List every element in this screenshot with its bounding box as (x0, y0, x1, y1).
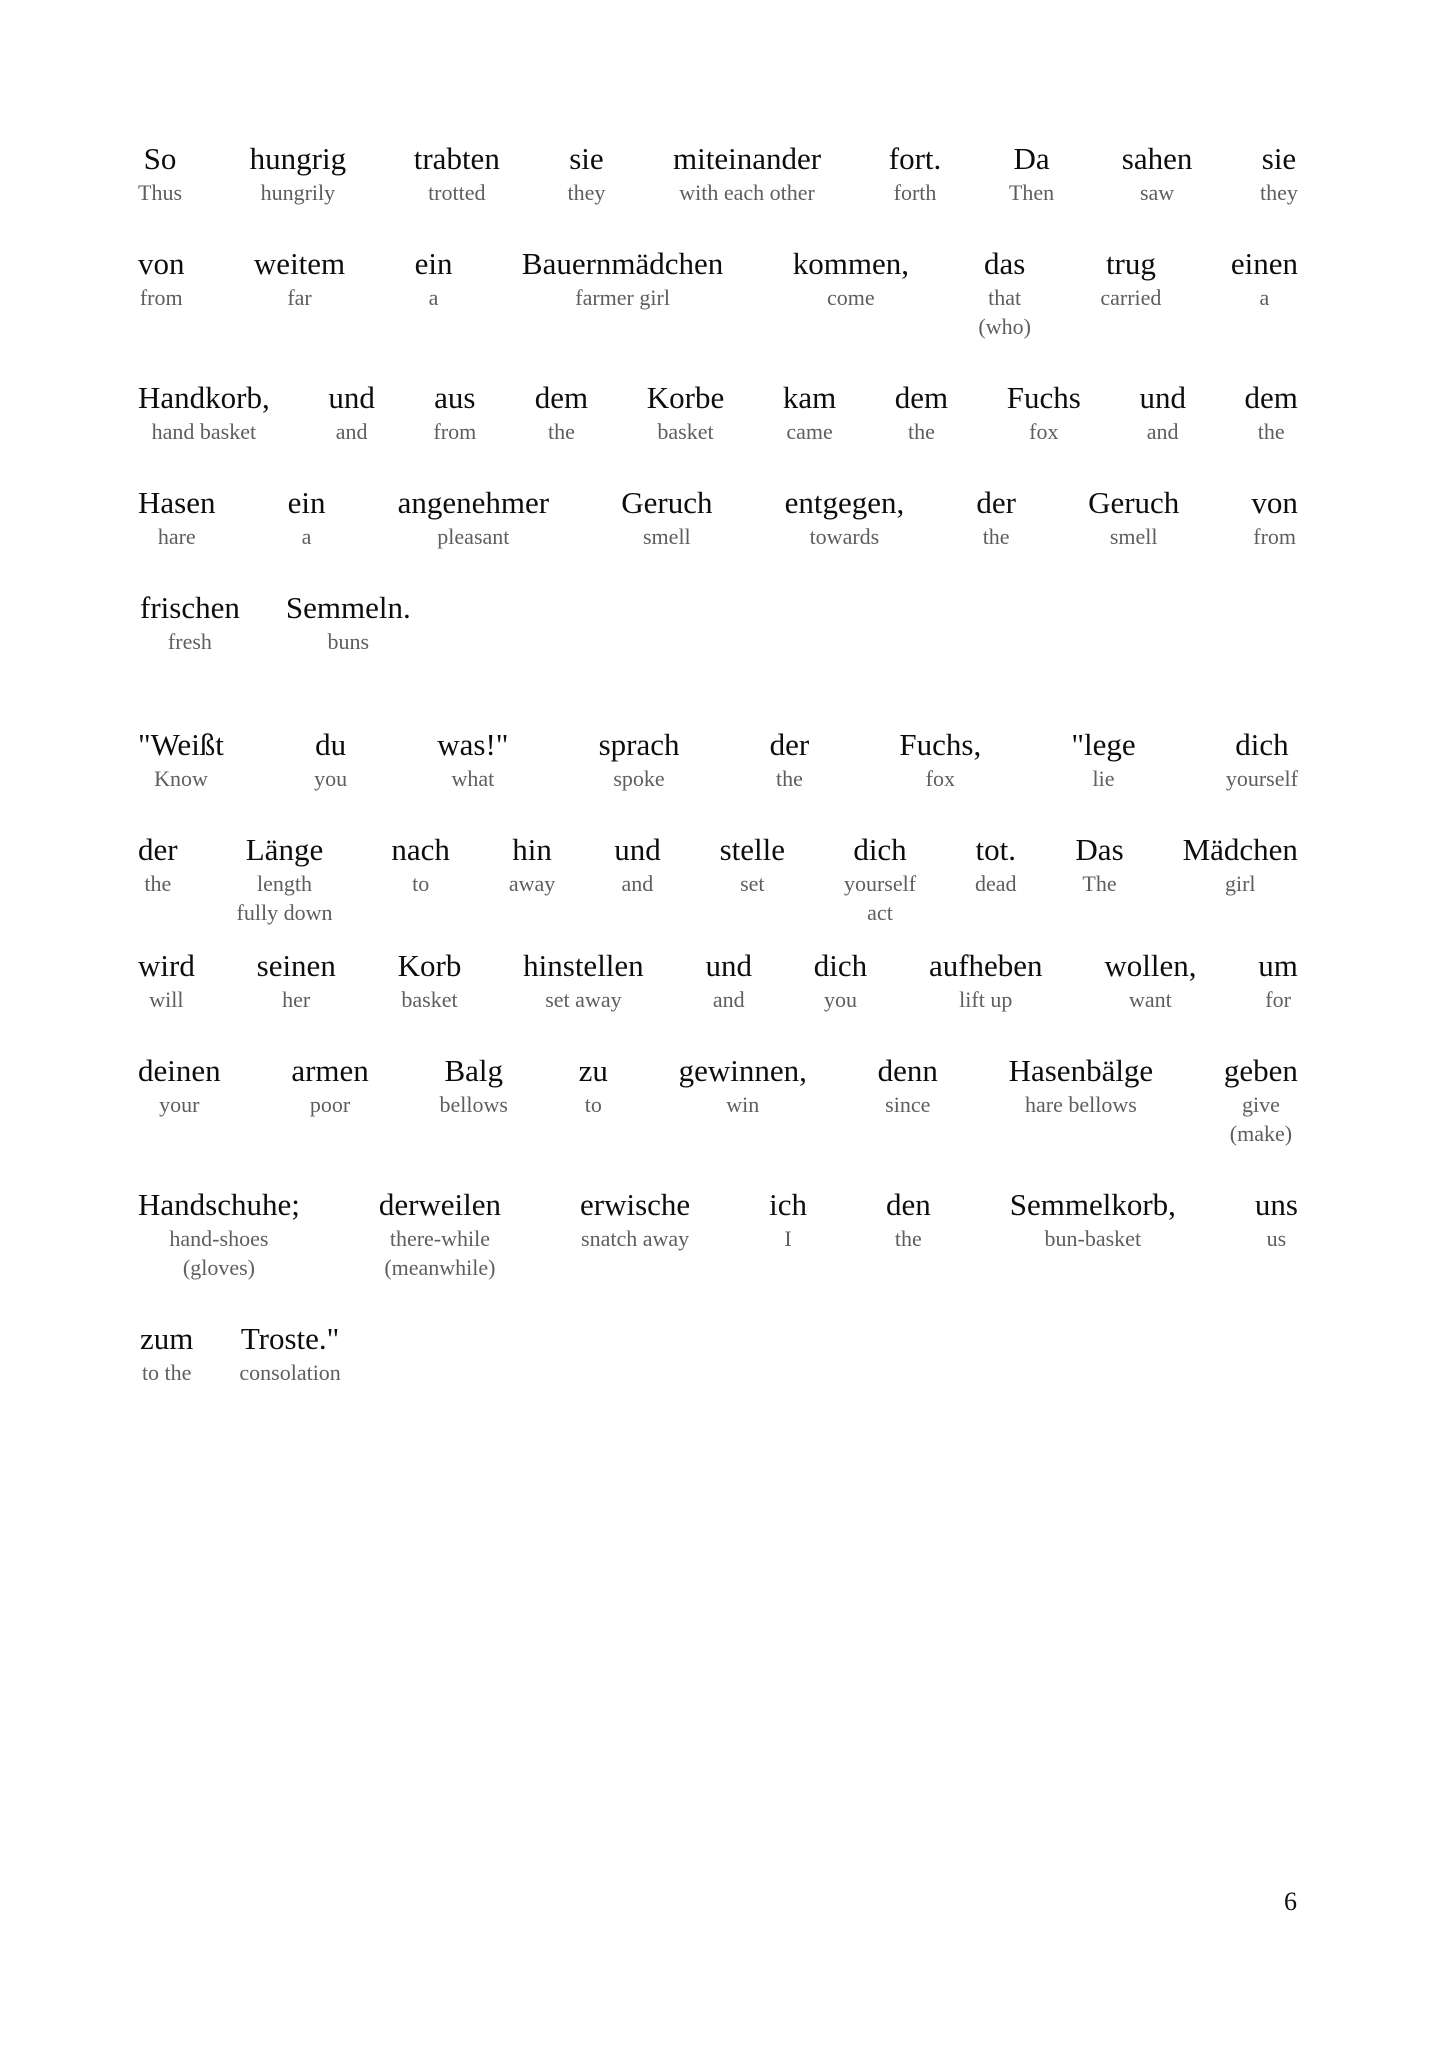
word-stack (509, 831, 555, 898)
gloss-word: the (776, 766, 803, 791)
word-stack (580, 1186, 690, 1253)
gloss-word: that (988, 285, 1022, 310)
word-stack (1226, 726, 1298, 793)
word-stack (286, 589, 411, 656)
source-word: Geruch (1088, 485, 1180, 520)
gloss-word: the (982, 524, 1010, 549)
gloss-word: want (1129, 987, 1172, 1012)
source-word: von (138, 246, 185, 281)
source-word: dem (894, 380, 949, 415)
gloss-word: you (823, 987, 857, 1012)
source-word: kommen, (792, 246, 909, 281)
line-spacer (138, 793, 1298, 831)
source-word: sprach (598, 727, 680, 762)
gloss-word: the (894, 1226, 922, 1251)
gloss-word: the (908, 419, 935, 444)
gloss-word: smell (643, 524, 691, 549)
gloss-word: from (433, 419, 477, 444)
gloss-word: hare bellows (1025, 1092, 1137, 1117)
interlinear-line (138, 140, 1298, 207)
gloss-word: came (786, 419, 833, 444)
word-stack (769, 1186, 807, 1253)
word-stack (414, 140, 500, 207)
gloss-word: basket (657, 419, 714, 444)
gloss-word: a (301, 524, 312, 549)
gloss-word: to the (141, 1360, 192, 1385)
gloss-word: and (335, 419, 368, 444)
gloss-word: and (712, 987, 745, 1012)
gloss-word: bellows (439, 1092, 508, 1117)
source-word: "Weißt (138, 727, 224, 762)
interlinear-line (138, 245, 1298, 341)
gloss-word: carried (1100, 285, 1162, 310)
word-stack (679, 1052, 807, 1119)
word-stack (1007, 379, 1081, 446)
word-stack (1245, 379, 1298, 446)
interlinear-line (138, 484, 1298, 551)
word-stack (291, 1052, 368, 1119)
word-stack (1075, 831, 1123, 898)
gloss-word: I (784, 1226, 792, 1251)
word-stack (522, 245, 723, 312)
source-word: dem (534, 380, 589, 415)
gloss-word: girl (1224, 871, 1256, 896)
source-word: dich (813, 948, 868, 983)
source-word: dich (853, 832, 907, 867)
word-stack (237, 831, 333, 927)
word-stack (1139, 379, 1186, 446)
word-stack (437, 726, 508, 793)
source-word: was!" (437, 727, 509, 762)
gloss-word: they (567, 180, 606, 205)
gloss-word: trotted (428, 180, 486, 205)
word-stack (1224, 1052, 1298, 1148)
source-word: zum (140, 1321, 194, 1356)
word-stack (705, 947, 752, 1014)
word-stack (239, 1320, 340, 1387)
gloss-word-secondary: fully down (236, 900, 333, 925)
word-stack (1231, 245, 1298, 312)
word-stack (978, 245, 1031, 341)
gloss-word: there-while (389, 1226, 490, 1251)
source-word: weitem (253, 246, 346, 281)
source-word: Troste." (240, 1321, 340, 1356)
word-stack (250, 140, 346, 207)
gloss-word: they (1260, 180, 1298, 205)
word-stack (1122, 140, 1193, 207)
gloss-word: the (548, 419, 575, 444)
word-stack (975, 831, 1017, 898)
gloss-word: to (412, 871, 430, 896)
word-stack (1009, 140, 1054, 207)
source-word: miteinander (673, 141, 822, 176)
source-word: Handkorb, (138, 380, 270, 415)
gloss-word: basket (401, 987, 458, 1012)
word-stack (614, 831, 661, 898)
word-stack (138, 1052, 221, 1119)
word-stack (398, 484, 549, 551)
gloss-word: hungrily (260, 180, 336, 205)
source-word: Länge (245, 832, 324, 867)
source-word: dich (1235, 727, 1289, 762)
gloss-word-secondary: (make) (1229, 1121, 1293, 1146)
word-stack (398, 947, 462, 1014)
gloss-word: the (1257, 419, 1285, 444)
source-word: Korb (397, 948, 462, 983)
word-stack (138, 1186, 300, 1282)
source-word: Semmeln. (285, 590, 411, 625)
word-stack (140, 589, 240, 656)
gloss-word-secondary: (gloves) (182, 1255, 255, 1280)
gloss-word: hand-shoes (169, 1226, 269, 1251)
source-word: und (614, 832, 661, 867)
line-spacer (138, 341, 1298, 379)
gloss-word-secondary: act (867, 900, 893, 925)
gloss-word: us (1266, 1226, 1287, 1251)
gloss-word: will (149, 987, 184, 1012)
source-word: Hasenbälge (1008, 1053, 1154, 1088)
source-word: einen (1230, 246, 1298, 281)
source-word: angenehmer (397, 485, 550, 520)
gloss-word: Then (1008, 180, 1055, 205)
source-word: geben (1223, 1053, 1298, 1088)
word-stack (138, 831, 178, 898)
source-word: armen (291, 1053, 369, 1088)
word-stack (621, 484, 712, 551)
gloss-word: you (314, 766, 348, 791)
gloss-word: forth (893, 180, 937, 205)
word-stack (433, 379, 476, 446)
word-stack (1104, 947, 1196, 1014)
word-stack (889, 140, 942, 207)
source-word: ein (287, 485, 326, 520)
word-stack (138, 245, 185, 312)
word-stack (899, 726, 981, 793)
source-word: Da (1013, 141, 1050, 176)
source-word: das (984, 246, 1026, 281)
gloss-word: from (1253, 524, 1297, 549)
word-stack (379, 1186, 501, 1282)
interlinear-line (138, 1320, 1298, 1387)
word-stack (138, 726, 224, 793)
interlinear-line (138, 831, 1298, 927)
gloss-word: The (1082, 871, 1117, 896)
gloss-word: fox (925, 766, 955, 791)
source-word: aufheben (928, 948, 1043, 983)
gloss-word: since (885, 1092, 931, 1117)
gloss-word: with each other (679, 180, 815, 205)
word-stack (1251, 484, 1298, 551)
source-word: und (328, 380, 375, 415)
word-stack (257, 947, 336, 1014)
word-stack (254, 245, 345, 312)
word-stack (783, 379, 836, 446)
source-word: "lege (1071, 727, 1136, 762)
gloss-word: fresh (167, 629, 212, 654)
word-stack (138, 379, 270, 446)
word-stack (1071, 726, 1135, 793)
gloss-word: from (139, 285, 183, 310)
source-word: gewinnen, (678, 1053, 807, 1088)
source-word: aus (434, 380, 476, 415)
source-word: erwische (580, 1187, 691, 1222)
gloss-word-secondary: (who) (978, 314, 1031, 339)
gloss-word: Know (154, 766, 208, 791)
word-stack (814, 947, 867, 1014)
source-word: Balg (444, 1053, 504, 1088)
word-stack (895, 379, 948, 446)
word-stack (440, 1052, 508, 1119)
gloss-word: bun-basket (1044, 1226, 1142, 1251)
word-stack (579, 1052, 608, 1119)
source-word: sie (1261, 141, 1297, 176)
interlinear-text-body (138, 140, 1298, 1387)
word-stack (391, 831, 450, 898)
source-word: sahen (1121, 141, 1193, 176)
source-word: hungrig (249, 141, 347, 176)
source-word: Handschuhe; (138, 1187, 300, 1222)
word-stack (929, 947, 1043, 1014)
gloss-word: fox (1029, 419, 1059, 444)
source-word: der (769, 727, 810, 762)
source-word: ich (769, 1187, 808, 1222)
source-word: entgegen, (784, 485, 905, 520)
source-word: du (315, 727, 347, 762)
gloss-word: lift up (959, 987, 1013, 1012)
word-stack (793, 245, 909, 312)
gloss-word: yourself (843, 871, 917, 896)
line-spacer (138, 1014, 1298, 1052)
word-stack (599, 726, 680, 793)
source-word: den (885, 1187, 931, 1222)
source-word: Geruch (621, 485, 713, 520)
gloss-word: farmer girl (575, 285, 670, 310)
gloss-word: her (282, 987, 311, 1012)
source-word: uns (1254, 1187, 1298, 1222)
gloss-word: consolation (239, 1360, 341, 1385)
word-stack (567, 140, 605, 207)
gloss-word: far (287, 285, 312, 310)
gloss-word: a (428, 285, 439, 310)
word-stack (140, 1320, 193, 1387)
gloss-word: hand basket (151, 419, 257, 444)
source-word: fort. (888, 141, 942, 176)
source-word: Hasen (138, 485, 216, 520)
source-word: und (1139, 380, 1186, 415)
gloss-word: towards (809, 524, 880, 549)
gloss-word: hare (157, 524, 196, 549)
line-spacer (138, 551, 1298, 589)
interlinear-line (138, 947, 1298, 1014)
gloss-word: buns (327, 629, 370, 654)
gloss-word: come (827, 285, 875, 310)
word-stack (1260, 140, 1298, 207)
source-word: Fuchs, (899, 727, 982, 762)
gloss-word: smell (1109, 524, 1158, 549)
word-stack (1009, 1052, 1154, 1119)
interlinear-line (138, 589, 1298, 656)
source-word: frischen (140, 590, 240, 625)
line-spacer (138, 446, 1298, 484)
word-stack (138, 484, 215, 551)
word-stack (785, 484, 905, 551)
source-word: deinen (138, 1053, 221, 1088)
gloss-word: set (740, 871, 765, 896)
source-word: ein (414, 246, 453, 281)
word-stack (770, 726, 810, 793)
source-word: der (976, 485, 1016, 520)
gloss-word: your (159, 1092, 200, 1117)
gloss-word: and (1146, 419, 1179, 444)
word-stack (647, 379, 724, 446)
word-stack (138, 140, 182, 207)
word-stack (314, 726, 347, 793)
gloss-word: the (144, 871, 172, 896)
line-spacer (138, 207, 1298, 245)
source-word: denn (877, 1053, 938, 1088)
interlinear-line (138, 1186, 1298, 1282)
source-word: So (143, 141, 177, 176)
line-spacer (138, 1282, 1298, 1320)
source-word: Korbe (646, 380, 725, 415)
word-stack (673, 140, 821, 207)
word-stack (1010, 1186, 1176, 1253)
gloss-word: win (726, 1092, 760, 1117)
interlinear-line (138, 726, 1298, 793)
page-number: 6 (1284, 1887, 1297, 1916)
word-stack (328, 379, 375, 446)
gloss-word: lie (1092, 766, 1115, 791)
source-word: seinen (256, 948, 336, 983)
source-word: Das (1075, 832, 1124, 867)
gloss-word: a (1259, 285, 1270, 310)
word-stack (138, 947, 195, 1014)
gloss-word-secondary: (meanwhile) (384, 1255, 496, 1280)
word-stack (886, 1186, 931, 1253)
source-word: Fuchs (1006, 380, 1081, 415)
word-stack (415, 245, 453, 312)
source-word: Mädchen (1182, 832, 1298, 867)
word-stack (1183, 831, 1298, 898)
word-stack (844, 831, 916, 927)
line-spacer (138, 927, 1298, 947)
word-stack (878, 1052, 938, 1119)
source-word: hinstellen (523, 948, 644, 983)
gloss-word: set away (545, 987, 622, 1012)
word-stack (1100, 245, 1161, 312)
gloss-word: and (621, 871, 654, 896)
line-spacer (138, 656, 1298, 726)
source-word: und (705, 948, 752, 983)
word-stack (976, 484, 1016, 551)
gloss-word: spoke (613, 766, 665, 791)
source-word: sie (569, 141, 604, 176)
gloss-word: give (1241, 1092, 1280, 1117)
gloss-word: yourself (1225, 766, 1298, 791)
source-word: derweilen (378, 1187, 502, 1222)
source-word: stelle (719, 832, 786, 867)
word-stack (535, 379, 588, 446)
source-word: nach (391, 832, 450, 867)
word-stack (523, 947, 644, 1014)
source-word: kam (782, 380, 837, 415)
source-word: trug (1105, 246, 1156, 281)
source-word: Bauernmädchen (521, 246, 724, 281)
gloss-word: snatch away (581, 1226, 690, 1251)
gloss-word: to (584, 1092, 602, 1117)
word-stack (288, 484, 326, 551)
interlinear-line (138, 379, 1298, 446)
word-stack (720, 831, 785, 898)
gloss-word: Thus (138, 180, 182, 205)
gloss-word: pleasant (437, 524, 510, 549)
gloss-word: length (256, 871, 312, 896)
source-word: zu (578, 1053, 608, 1088)
interlinear-line (138, 1052, 1298, 1148)
gloss-word: dead (974, 871, 1017, 896)
gloss-word: away (508, 871, 556, 896)
gloss-word: what (451, 766, 495, 791)
gloss-word: poor (309, 1092, 351, 1117)
source-word: trabten (413, 141, 500, 176)
source-word: wollen, (1104, 948, 1197, 983)
word-stack (1258, 947, 1298, 1014)
source-word: der (138, 832, 178, 867)
source-word: wird (138, 948, 195, 983)
line-spacer (138, 1148, 1298, 1186)
gloss-word: saw (1139, 180, 1175, 205)
source-word: um (1258, 948, 1298, 983)
source-word: Semmelkorb, (1009, 1187, 1176, 1222)
source-word: tot. (975, 832, 1016, 867)
word-stack (1088, 484, 1179, 551)
source-word: hin (512, 832, 552, 867)
gloss-word: for (1265, 987, 1291, 1012)
source-word: dem (1244, 380, 1298, 415)
source-word: von (1251, 485, 1298, 520)
word-stack (1255, 1186, 1298, 1253)
